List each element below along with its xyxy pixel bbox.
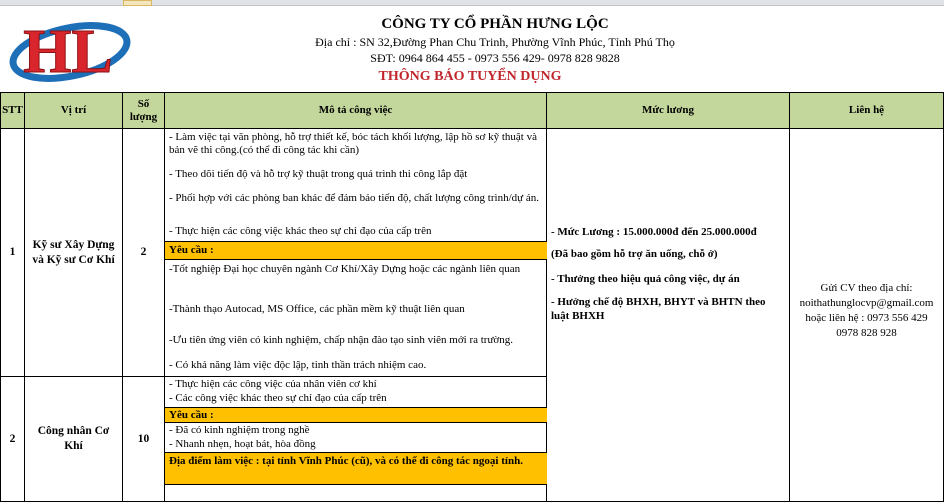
row1-description[interactable] bbox=[165, 129, 547, 377]
row2-req-1: - Đã có kinh nghiệm trong nghề bbox=[169, 424, 310, 436]
contact-phone-2: 0978 828 928 bbox=[836, 327, 897, 339]
row1-duty-2: - Theo dõi tiến độ và hỗ trợ kỹ thuật trong quá trình thi công lắp đặt bbox=[169, 168, 468, 180]
contact-email[interactable]: noithathunglocvp@gmail.com bbox=[799, 297, 934, 309]
company-logo bbox=[4, 8, 132, 90]
row2-description[interactable] bbox=[165, 377, 547, 502]
selected-column-header[interactable] bbox=[123, 0, 152, 6]
header-stt[interactable]: STT bbox=[0, 92, 25, 129]
company-address: Địa chỉ : SN 32,Đường Phan Chu Trinh, Phường Vĩnh Phúc, Tỉnh Phú Thọ bbox=[315, 35, 675, 49]
contact-cell[interactable] bbox=[790, 129, 944, 502]
row1-duty-4: - Thực hiện các công việc khác theo sự chỉ đạo của cấp trên bbox=[169, 225, 432, 237]
row1-stt[interactable]: 1 bbox=[0, 129, 25, 377]
row2-quantity[interactable]: 10 bbox=[123, 377, 165, 502]
header-position[interactable]: Vị trí bbox=[25, 92, 123, 129]
sheet-column-header-strip bbox=[0, 0, 944, 6]
row1-req-4: - Có khả năng làm việc độc lập, tinh thần trách nhiệm cao. bbox=[169, 359, 427, 371]
row1-quantity[interactable]: 2 bbox=[123, 129, 165, 377]
header-contact[interactable]: Liên hệ bbox=[790, 92, 944, 129]
salary-insurance: - Hưởng chế độ BHXH, BHYT và BHTN theo luật BHXH bbox=[551, 296, 766, 322]
header-salary[interactable]: Mức lương bbox=[547, 92, 790, 129]
row1-req-1: -Tốt nghiệp Đại học chuyên ngành Cơ Khí/Xây Dựng hoặc các ngành liên quan bbox=[169, 263, 521, 275]
company-name: CÔNG TY CỔ PHẦN HƯNG LỘC bbox=[381, 16, 609, 32]
row1-duty-1: - Làm việc tại văn phòng, hỗ trợ thiết kế, bóc tách khối lượng, lập hồ sơ kỹ thuật và bản vẽ thi công.(có thể đi công tác khi cần) bbox=[169, 131, 537, 156]
row1-duty-3: - Phối hợp với các phòng ban khác để đảm bảo tiến độ, chất lượng công trình/dự án. bbox=[169, 192, 539, 204]
row1-position[interactable]: Kỹ sư Xây Dựng và Kỹ sư Cơ Khí bbox=[25, 129, 123, 377]
salary-range: - Mức Lương : 15.000.000đ đến 25.000.000đ bbox=[551, 226, 757, 238]
row2-position[interactable]: Công nhân Cơ Khí bbox=[25, 377, 123, 502]
header-description[interactable]: Mô tả công việc bbox=[165, 92, 547, 129]
header-quantity[interactable]: Số lượng bbox=[123, 92, 165, 129]
row2-duty-1: - Thực hiện các công việc của nhân viên cơ khí bbox=[169, 378, 377, 390]
row2-duty-2: - Các công việc khác theo sự chỉ đạo của cấp trên bbox=[169, 392, 387, 404]
row1-req-3: -Ưu tiên ứng viên có kinh nghiệm, chấp nhận đào tạo sinh viên mới ra trường. bbox=[169, 334, 513, 346]
company-header bbox=[175, 14, 815, 66]
salary-note: (Đã bao gồm hỗ trợ ăn uống, chỗ ở) bbox=[551, 248, 718, 260]
row1-requirements-label: Yêu cầu : bbox=[165, 241, 547, 260]
recruitment-table bbox=[0, 92, 944, 502]
contact-send-cv: Gửi CV theo địa chỉ: bbox=[820, 282, 913, 294]
company-phone: SĐT: 0964 864 455 - 0973 556 429- 0978 828 9828 bbox=[370, 51, 620, 65]
logo-text: HL bbox=[23, 18, 113, 86]
row1-req-2: -Thành thạo Autocad, MS Office, các phần mềm kỹ thuật liên quan bbox=[169, 303, 465, 315]
recruitment-notice-title: THÔNG BÁO TUYỂN DỤNG bbox=[378, 69, 562, 84]
salary-cell[interactable] bbox=[547, 129, 790, 502]
row2-work-location: Địa điểm làm việc : tại tỉnh Vĩnh Phúc (cũ), và có thể đi công tác ngoại tỉnh. bbox=[165, 452, 547, 485]
contact-phone-1: hoặc liên hệ : 0973 556 429 bbox=[805, 312, 928, 324]
row2-stt[interactable]: 2 bbox=[0, 377, 25, 502]
salary-bonus: - Thưởng theo hiệu quả công việc, dự án bbox=[551, 273, 740, 285]
row2-requirements-label: Yêu cầu : bbox=[165, 407, 547, 423]
row2-req-2: - Nhanh nhẹn, hoạt bát, hòa đồng bbox=[169, 438, 316, 450]
